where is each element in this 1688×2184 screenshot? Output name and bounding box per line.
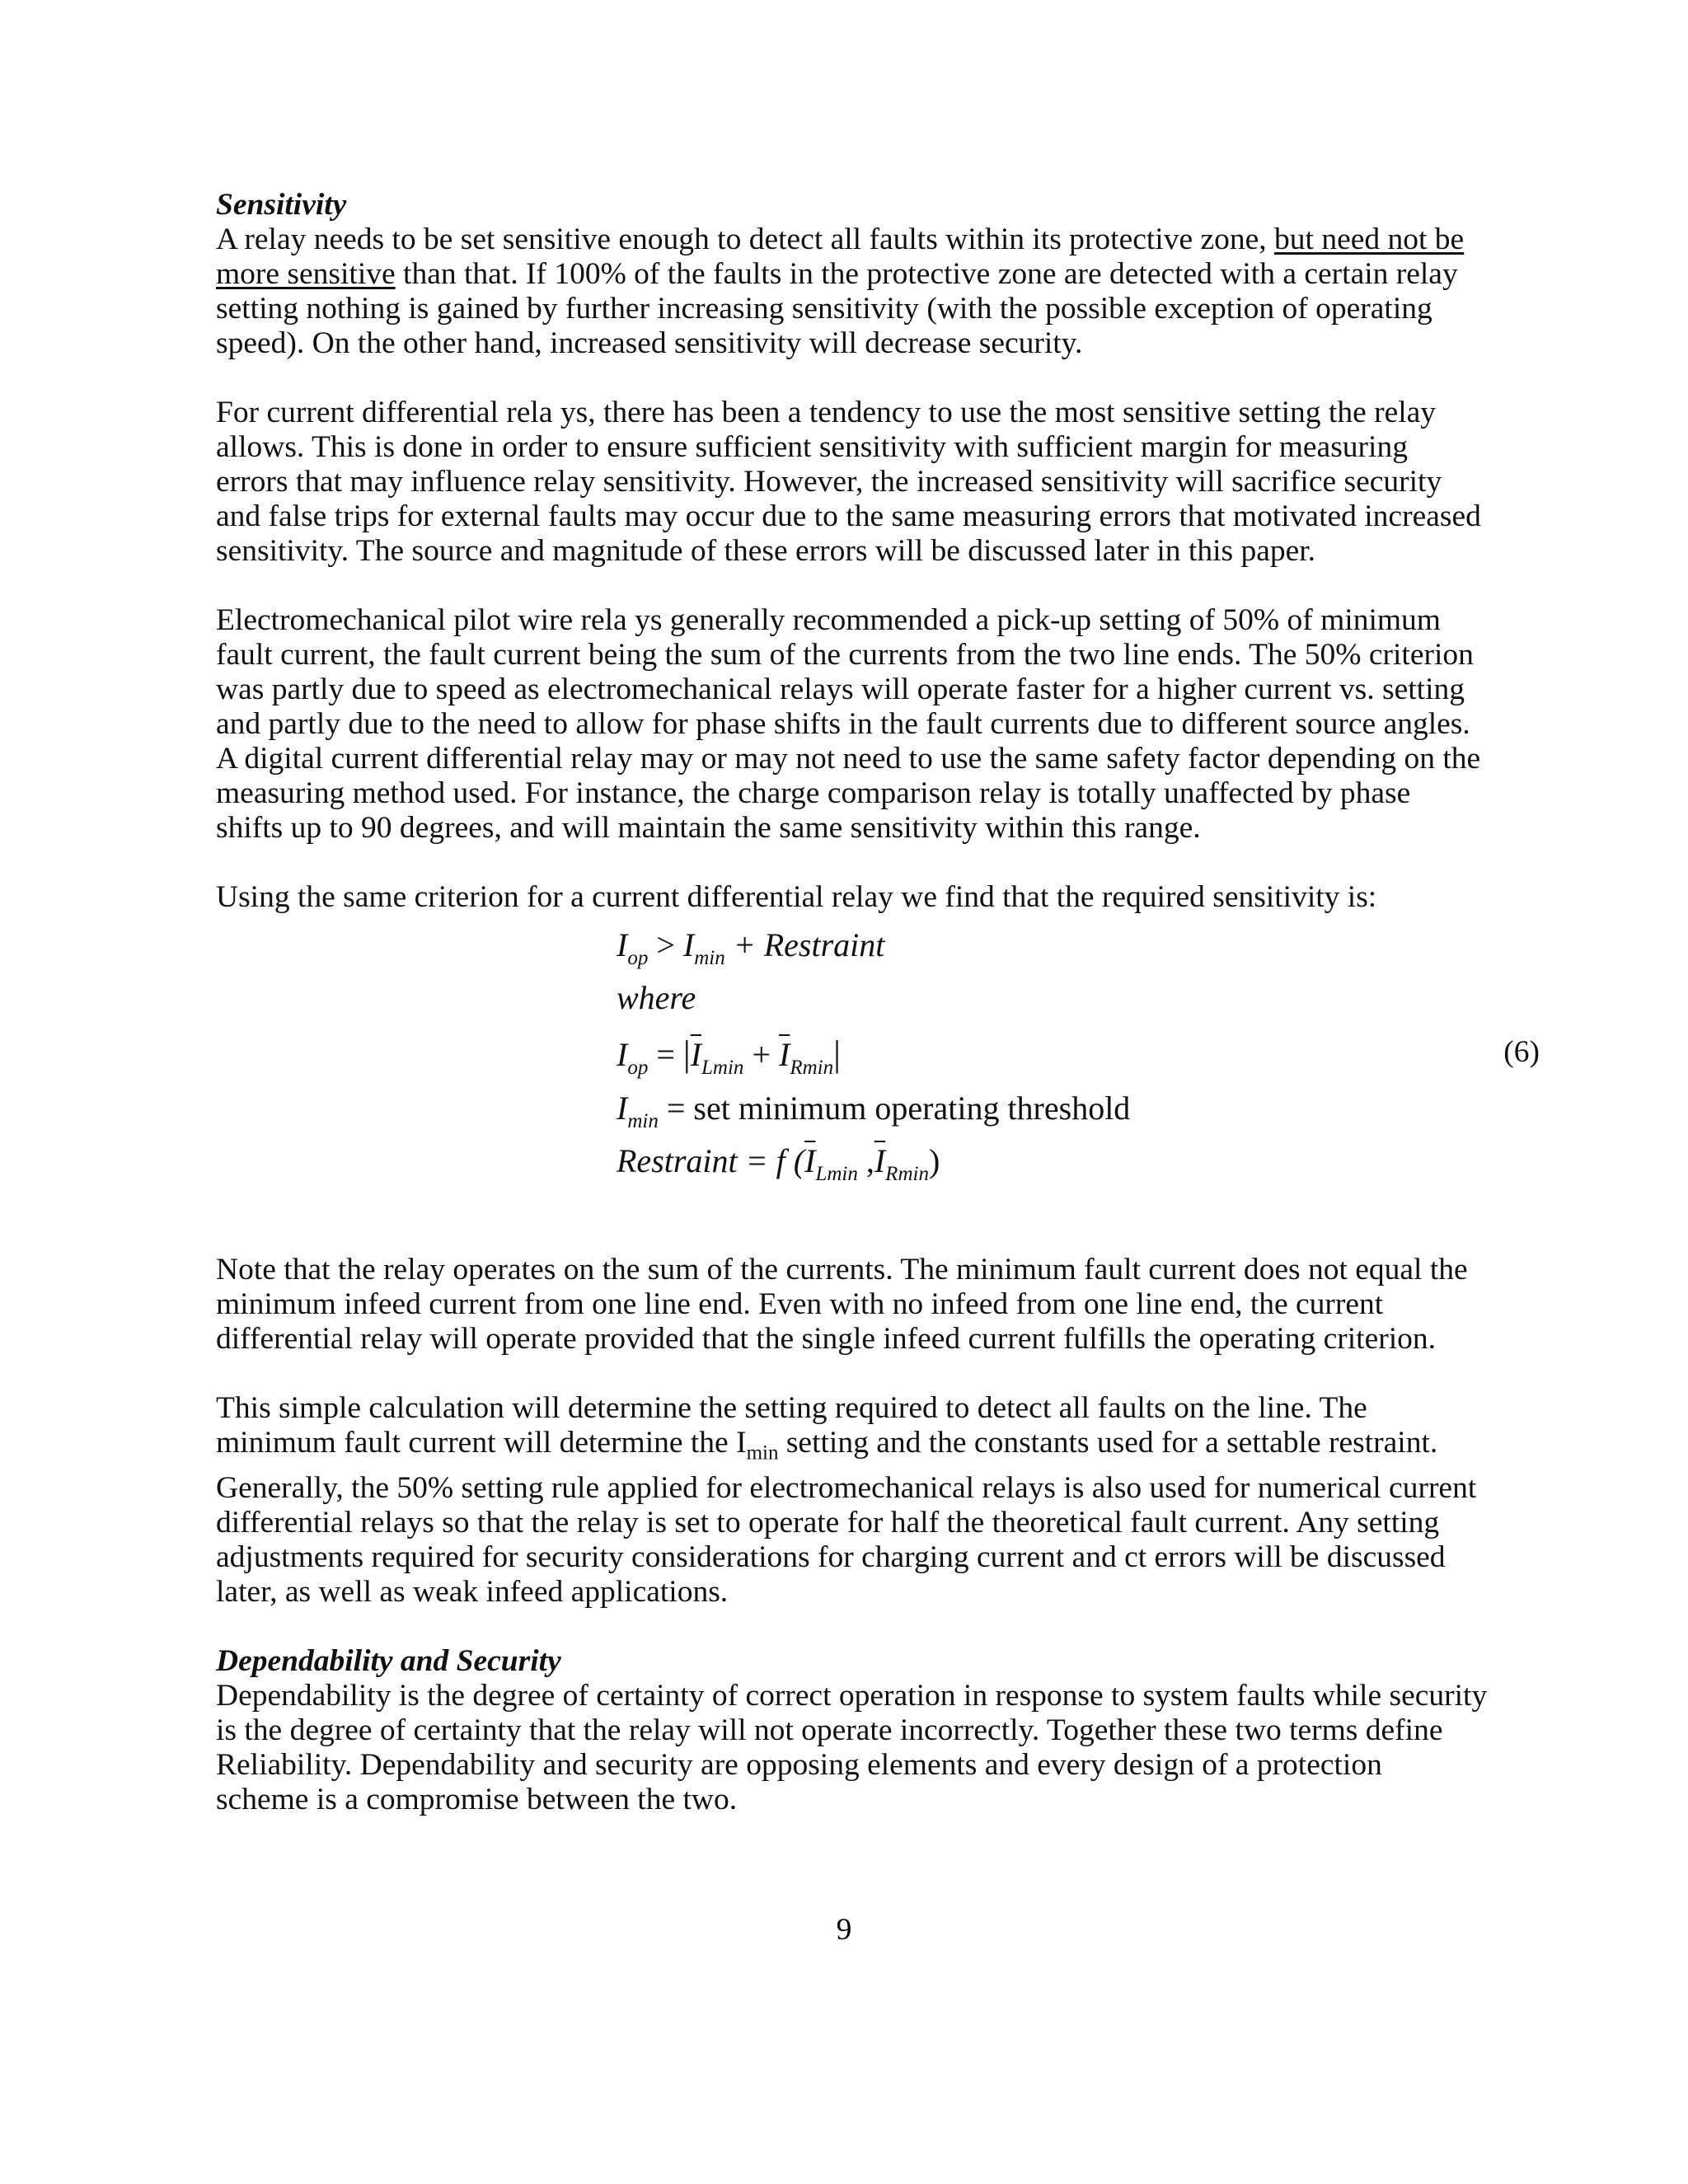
abs-bar: |	[833, 1033, 841, 1074]
text-line: and false trips for external faults may occur due to the same measuring errors that motivated increased	[216, 499, 1481, 533]
text-line: setting nothing is gained by further increasing sensitivity (with the possible exception of operating	[216, 292, 1432, 326]
text-line: This simple calculation will determine the setting required to detect all faults on the line. The	[216, 1391, 1367, 1425]
paragraph-criterion	[216, 880, 1535, 915]
text-line: is the degree of certainty that the relay will not operate incorrectly. Together these two terms define	[216, 1713, 1443, 1747]
math-function: = f (	[737, 1142, 805, 1179]
equation-line-restraint	[617, 1141, 940, 1185]
equation-line-operating	[617, 925, 885, 969]
section-heading-sensitivity: Sensitivity	[216, 188, 347, 222]
math-operator: )	[928, 1142, 940, 1179]
paragraph-electromechanical	[216, 603, 1535, 846]
math-subscript: Rmin	[790, 1057, 834, 1079]
underlined-text: more sensitive	[216, 257, 396, 291]
text-line: measuring method used. For instance, the charge comparison relay is totally unaffected by phase	[216, 776, 1411, 810]
text-line: speed). On the other hand, increased sensitivity will decrease security.	[216, 326, 1083, 360]
math-term: Restraint	[617, 1142, 738, 1179]
text-run: setting and the constants used for a settable restraint.	[778, 1426, 1438, 1460]
paragraph-sensitivity-intro	[216, 223, 1535, 361]
text-line: scheme is a compromise between the two.	[216, 1782, 738, 1816]
math-subscript: Lmin	[815, 1163, 858, 1185]
text-line: Using the same criterion for a current differential relay we find that the required sensitivity is:	[216, 880, 1377, 914]
text-line: fault current, the fault current being the sum of the currents from the two line ends. The 50% criterion	[216, 638, 1474, 672]
text-run: A relay needs to be set sensitive enough to detect all faults within its protective zone,	[216, 223, 1275, 256]
text-line: Dependability is the degree of certainty of correct operation in response to system faults while security	[216, 1678, 1488, 1713]
text-line: adjustments required for security considerations for charging current and ct errors will be discussed	[216, 1540, 1446, 1574]
math-symbol: $\overline{I}$	[874, 1142, 886, 1179]
paragraph-current-differential	[216, 396, 1535, 569]
text-line: differential relays so that the relay is set to operate for half the theoretical fault current. Any setting	[216, 1505, 1440, 1540]
paragraph-dependability	[216, 1679, 1535, 1817]
text-subscript: min	[746, 1441, 779, 1465]
equation-6	[216, 923, 1540, 1228]
abs-bar: |	[682, 1033, 691, 1074]
text-line: later, as well as weak infeed applications.	[216, 1574, 729, 1609]
text-line: Note that the relay operates on the sum of the currents. The minimum fault current does not equal the	[216, 1253, 1468, 1286]
text-line: allows. This is done in order to ensure sufficient sensitivity with sufficient margin for measuring	[216, 430, 1408, 464]
text-line: Generally, the 50% setting rule applied for electromechanical relays is also used for numerical current	[216, 1470, 1477, 1505]
text-line: differential relay will operate provided that the single infeed current fulfills the operating criterion.	[216, 1322, 1437, 1356]
math-symbol: $\overline{I}$	[779, 1036, 790, 1073]
text-line: was partly due to speed as electromechanical relays will operate faster for a higher current vs. setting	[216, 673, 1465, 706]
math-subscript: min	[694, 947, 725, 969]
math-subscript: min	[627, 1110, 659, 1132]
math-operator: =	[648, 1036, 683, 1073]
math-symbol: $\overline{I}$	[804, 1142, 816, 1179]
math-subscript: op	[627, 947, 649, 969]
text-line: and partly due to the need to allow for phase shifts in the fault currents due to different source angles.	[216, 707, 1470, 741]
math-subscript: Rmin	[885, 1163, 929, 1185]
math-term: + Restraint	[724, 926, 885, 963]
math-symbol: I	[682, 926, 695, 963]
text-line: minimum infeed current from one line end. Even with no infeed from one line end, the current	[216, 1287, 1384, 1321]
text-line	[216, 223, 1535, 257]
document-page	[216, 188, 1540, 1852]
math-symbol: I	[617, 1036, 628, 1073]
text-line: sensitivity. The source and magnitude of these errors will be discussed later in this paper.	[216, 534, 1316, 568]
text-line	[216, 257, 1535, 292]
underlined-text: but need not be	[1274, 223, 1465, 256]
text-line: errors that may influence relay sensitivity. However, the increased sensitivity will sacrifice security	[216, 465, 1442, 499]
text-run: than that. If 100% of the faults in the protective zone are detected with a certain relay	[395, 257, 1458, 291]
equation-line-where	[617, 977, 696, 1019]
math-symbol: I	[617, 1090, 628, 1127]
equation-line-iop	[617, 1033, 841, 1079]
math-operator: +	[743, 1036, 779, 1073]
math-subscript: Lmin	[701, 1057, 744, 1079]
equation-line-imin	[617, 1088, 1131, 1132]
math-symbol: $\overline{I}$	[690, 1036, 702, 1073]
math-operator: ,	[857, 1142, 874, 1179]
section-heading-dependability: Dependability and Security	[216, 1643, 561, 1678]
text-line: shifts up to 90 degrees, and will maintain the same sensitivity within this range.	[216, 811, 1201, 845]
text-line: A digital current differential relay may or may not need to use the same safety factor depending on the	[216, 742, 1481, 776]
text-line: Electromechanical pilot wire rela ys generally recommended a pick-up setting of 50% of minimum	[216, 603, 1441, 637]
math-term: where	[617, 979, 696, 1016]
paragraph-note	[216, 1253, 1535, 1357]
paragraph-calculation	[216, 1391, 1535, 1610]
math-subscript: op	[627, 1057, 649, 1079]
math-text: = set minimum operating threshold	[666, 1090, 1131, 1127]
math-symbol: I	[617, 926, 628, 963]
text-run: minimum fault current will determine the I	[216, 1426, 747, 1460]
math-operator: >	[648, 926, 683, 963]
text-line: Reliability. Dependability and security are opposing elements and every design of a protection	[216, 1747, 1382, 1782]
text-line	[216, 1426, 1535, 1471]
text-line: For current differential rela ys, there has been a tendency to use the most sensitive setting the relay	[216, 396, 1437, 429]
page-number: 9	[836, 1913, 852, 1947]
equation-number: (6)	[1503, 1035, 1540, 1069]
